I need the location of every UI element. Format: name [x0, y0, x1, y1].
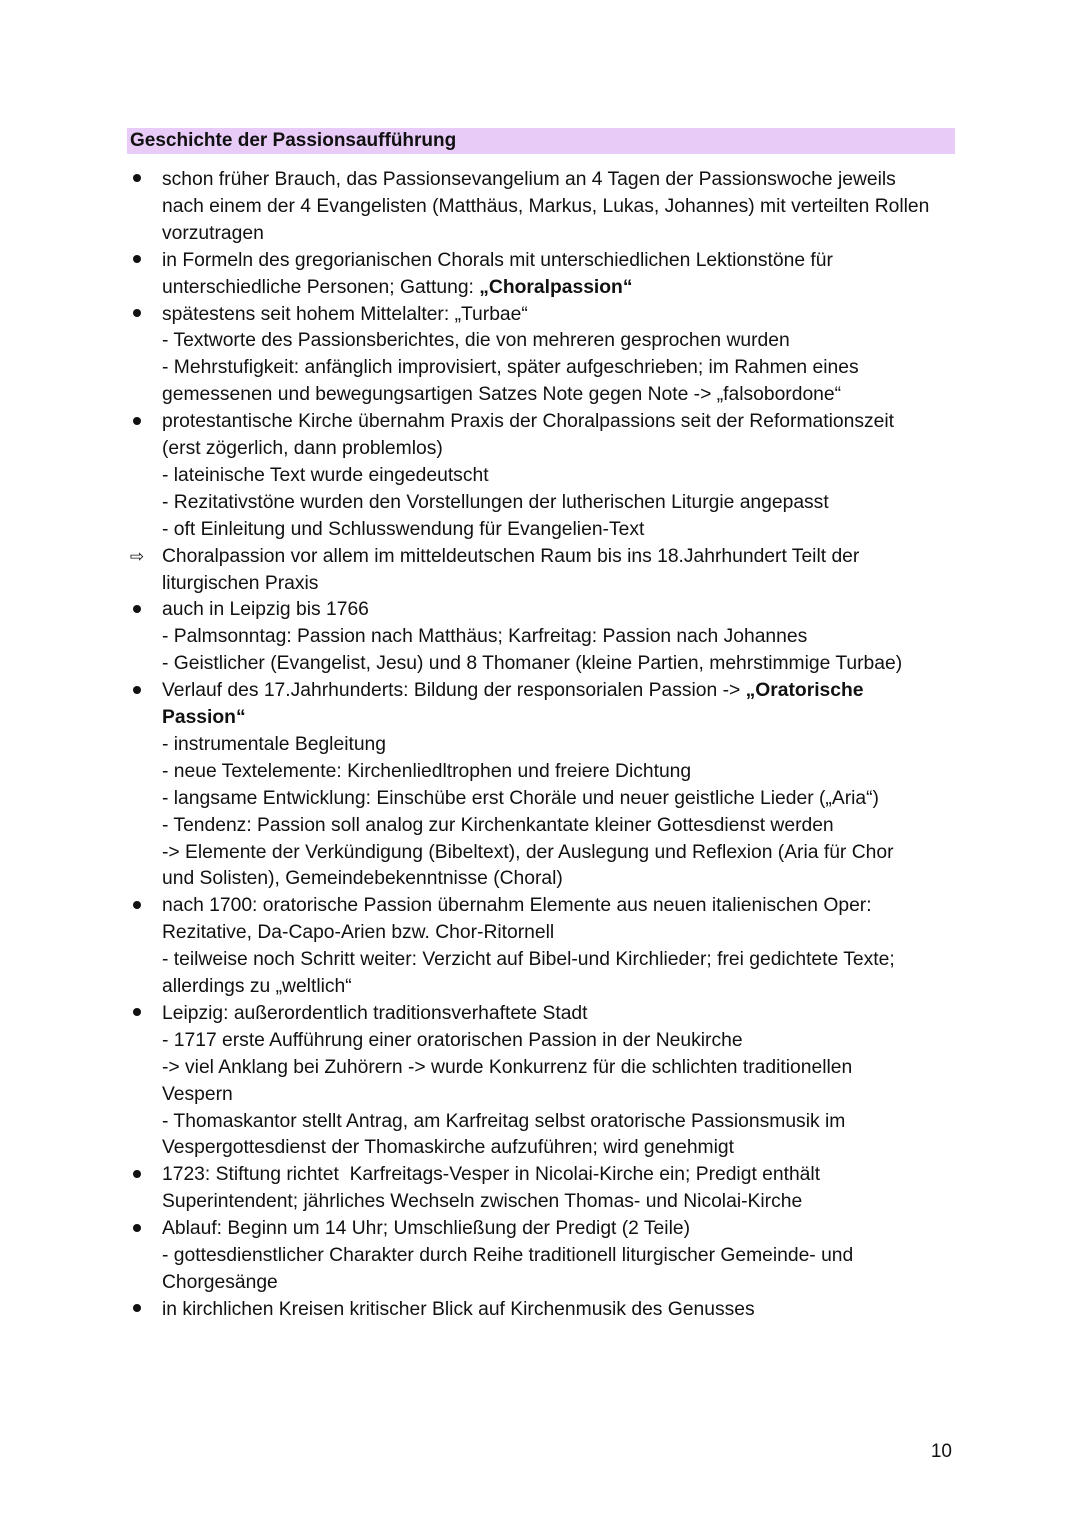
list-text: „Oratorische: [745, 680, 864, 702]
arrow-marker-icon: ⇨: [129, 546, 145, 566]
list-item-line: [162, 1269, 278, 1296]
list-item-line: [162, 327, 790, 354]
list-item-line: [162, 731, 386, 758]
list-text: protestantische Kirche übernahm Praxis der Choralpassions seit der Reformationszeit: [162, 411, 894, 433]
list-item-line: [162, 785, 879, 812]
list-text: - Rezitativstöne wurden den Vorstellungen der lutherischen Liturgie angepasst: [162, 491, 829, 513]
list-item-line: [162, 1215, 690, 1242]
list-text: allerdings zu „weltlich“: [162, 976, 352, 997]
bullet-icon: [126, 1000, 148, 1027]
bullet-icon: [126, 301, 148, 328]
list-item-line: [162, 381, 841, 408]
list-item-line: [162, 623, 807, 650]
list-text: Superintendent; jährliches Wechseln zwischen Thomas- und Nicolai-Kirche: [162, 1191, 803, 1213]
list-text: nach 1700: oratorische Passion übernahm Elemente aus neuen italienischen Oper:: [162, 895, 872, 917]
list-item-line: [162, 946, 895, 973]
list-item-line: [162, 704, 246, 731]
list-text: Vespern: [162, 1083, 233, 1105]
list-item-line: [162, 543, 859, 570]
bullet-icon: [126, 408, 148, 435]
list-text: Chorgesänge: [162, 1271, 278, 1293]
list-item-line: [162, 1027, 743, 1054]
list-item-line: [162, 1242, 853, 1269]
list-item-line: [162, 973, 352, 1000]
list-text: Vespergottesdienst der Thomaskirche aufzuführen; wird genehmigt: [162, 1137, 734, 1159]
list-text: schon früher Brauch, das Passionsevangelium an 4 Tagen der Passionswoche jeweils: [162, 169, 896, 190]
list-text: - teilweise noch Schritt weiter: Verzicht auf Bibel-und Kirchlieder; frei gedichtete Texte;: [162, 949, 895, 971]
list-text: Choralpassion vor allem im mitteldeutschen Raum bis ins 18.Jahrhundert Teilt der: [162, 545, 860, 567]
list-item-line: [162, 354, 859, 381]
list-item-line: [162, 596, 369, 623]
list-item-line: [162, 1296, 755, 1323]
list-text: Ablauf: Beginn um 14 Uhr; Umschließung der Predigt (2 Teile): [162, 1218, 690, 1240]
list-text: Verlauf des 17.Jahrhunderts: Bildung der responsorialen Passion ->: [162, 680, 746, 702]
list-item-line: [162, 274, 632, 301]
bullet-icon: [126, 1161, 148, 1188]
list-text: Passion“: [162, 707, 246, 728]
list-text: - langsame Entwicklung: Einschübe erst Choräle und neuer geistliche Lieder („Aria“): [162, 787, 879, 809]
list-item-line: [162, 919, 554, 946]
list-item-line: [162, 462, 489, 489]
list-item-line: [162, 408, 894, 435]
list-text: (erst zögerlich, dann problemlos): [162, 438, 443, 459]
list-text: liturgischen Praxis: [162, 572, 319, 594]
list-item-line: [162, 677, 864, 704]
list-text: - Geistlicher (Evangelist, Jesu) und 8 Thomaner (kleine Partien, mehrstimmige Turbae): [162, 653, 903, 675]
list-text: - oft Einleitung und Schlusswendung für Evangelien-Text: [162, 518, 645, 540]
list-text: - gottesdienstlicher Charakter durch Reihe traditionell liturgischer Gemeinde- und: [162, 1245, 854, 1266]
list-item-line: [162, 650, 902, 677]
list-text: - instrumentale Begleitung: [162, 733, 387, 755]
bullet-icon: [126, 166, 148, 193]
list-item-line: [162, 166, 896, 193]
list-item-line: [162, 1054, 852, 1081]
list-item-line: [162, 247, 833, 274]
list-item-line: [162, 1000, 588, 1027]
list-item-line: [162, 193, 929, 220]
list-text: - Palmsonntag: Passion nach Matthäus; Karfreitag: Passion nach Johannes: [162, 626, 808, 648]
list-text: - Tendenz: Passion soll analog zur Kirchenkantate kleiner Gottesdienst werden: [162, 814, 834, 836]
bullet-icon: [126, 1296, 148, 1323]
bullet-icon: [126, 596, 148, 623]
list-item-line: [162, 435, 443, 462]
list-text: auch in Leipzig bis 1766: [162, 599, 369, 621]
list-text: unterschiedliche Personen; Gattung:: [162, 276, 480, 298]
list-text: - lateinische Text wurde eingedeutscht: [162, 464, 489, 486]
list-text: in Formeln des gregorianischen Chorals mit unterschiedlichen Lektionstöne für: [162, 249, 833, 271]
list-text: -> Elemente der Verkündigung (Bibeltext), der Auslegung und Reflexion (Aria für Chor: [162, 841, 894, 863]
section-heading: Geschichte der Passionsaufführung: [127, 128, 955, 154]
bullet-icon: [126, 247, 148, 274]
list-text: in kirchlichen Kreisen kritischer Blick auf Kirchenmusik des Genusses: [162, 1298, 755, 1320]
list-text: spätestens seit hohem Mittelalter: „Turbae“: [162, 303, 528, 325]
list-text: - neue Textelemente: Kirchenliedltrophen und freiere Dichtung: [162, 760, 692, 782]
list-text: - Mehrstufigkeit: anfänglich improvisiert, später aufgeschrieben; im Rahmen eines: [162, 357, 859, 379]
list-text: vorzutragen: [162, 222, 264, 244]
list-item-line: [162, 301, 528, 328]
page-number: 10: [930, 1441, 952, 1462]
list-text: nach einem der 4 Evangelisten (Matthäus, Markus, Lukas, Johannes) mit verteilten Rollen: [162, 195, 930, 217]
bullet-icon: [126, 1215, 148, 1242]
list-item-line: [162, 758, 691, 785]
bullet-icon: [126, 677, 148, 704]
list-text: Leipzig: außerordentlich traditionsverhaftete Stadt: [162, 1002, 588, 1024]
list-item-line: [162, 1134, 734, 1161]
list-item-line: [162, 865, 563, 892]
list-text: Rezitative, Da-Capo-Arien bzw. Chor-Ritornell: [162, 922, 555, 944]
list-item-line: [162, 1081, 233, 1108]
list-item-line: [162, 1188, 802, 1215]
bullet-icon: [126, 892, 148, 919]
list-item-line: [162, 570, 318, 597]
list-item-line: [162, 1108, 845, 1135]
list-item-line: [162, 220, 264, 247]
list-text: - Textworte des Passionsberichtes, die von mehreren gesprochen wurden: [162, 330, 790, 352]
list-text: - 1717 erste Aufführung einer oratorischen Passion in der Neukirche: [162, 1029, 743, 1051]
list-text: - Thomaskantor stellt Antrag, am Karfreitag selbst oratorische Passionsmusik im: [162, 1110, 846, 1132]
list-item-line: [162, 516, 644, 543]
list-text: gemessenen und bewegungsartigen Satzes Note gegen Note -> „falsobordone“: [162, 384, 842, 406]
list-text: und Solisten), Gemeindebekenntnisse (Choral): [162, 868, 563, 890]
list-text: 1723: Stiftung richtet Karfreitags-Vesper in Nicolai-Kirche ein; Predigt enthält: [162, 1164, 821, 1186]
list-text: -> viel Anklang bei Zuhörern -> wurde Konkurrenz für die schlichten traditionellen: [162, 1056, 853, 1078]
list-item-line: [162, 839, 894, 866]
list-text: „Choralpassion“: [479, 276, 633, 298]
list-item-line: [162, 1161, 820, 1188]
list-item-line: [162, 489, 829, 516]
list-item-line: [162, 812, 834, 839]
list-item-line: [162, 892, 872, 919]
